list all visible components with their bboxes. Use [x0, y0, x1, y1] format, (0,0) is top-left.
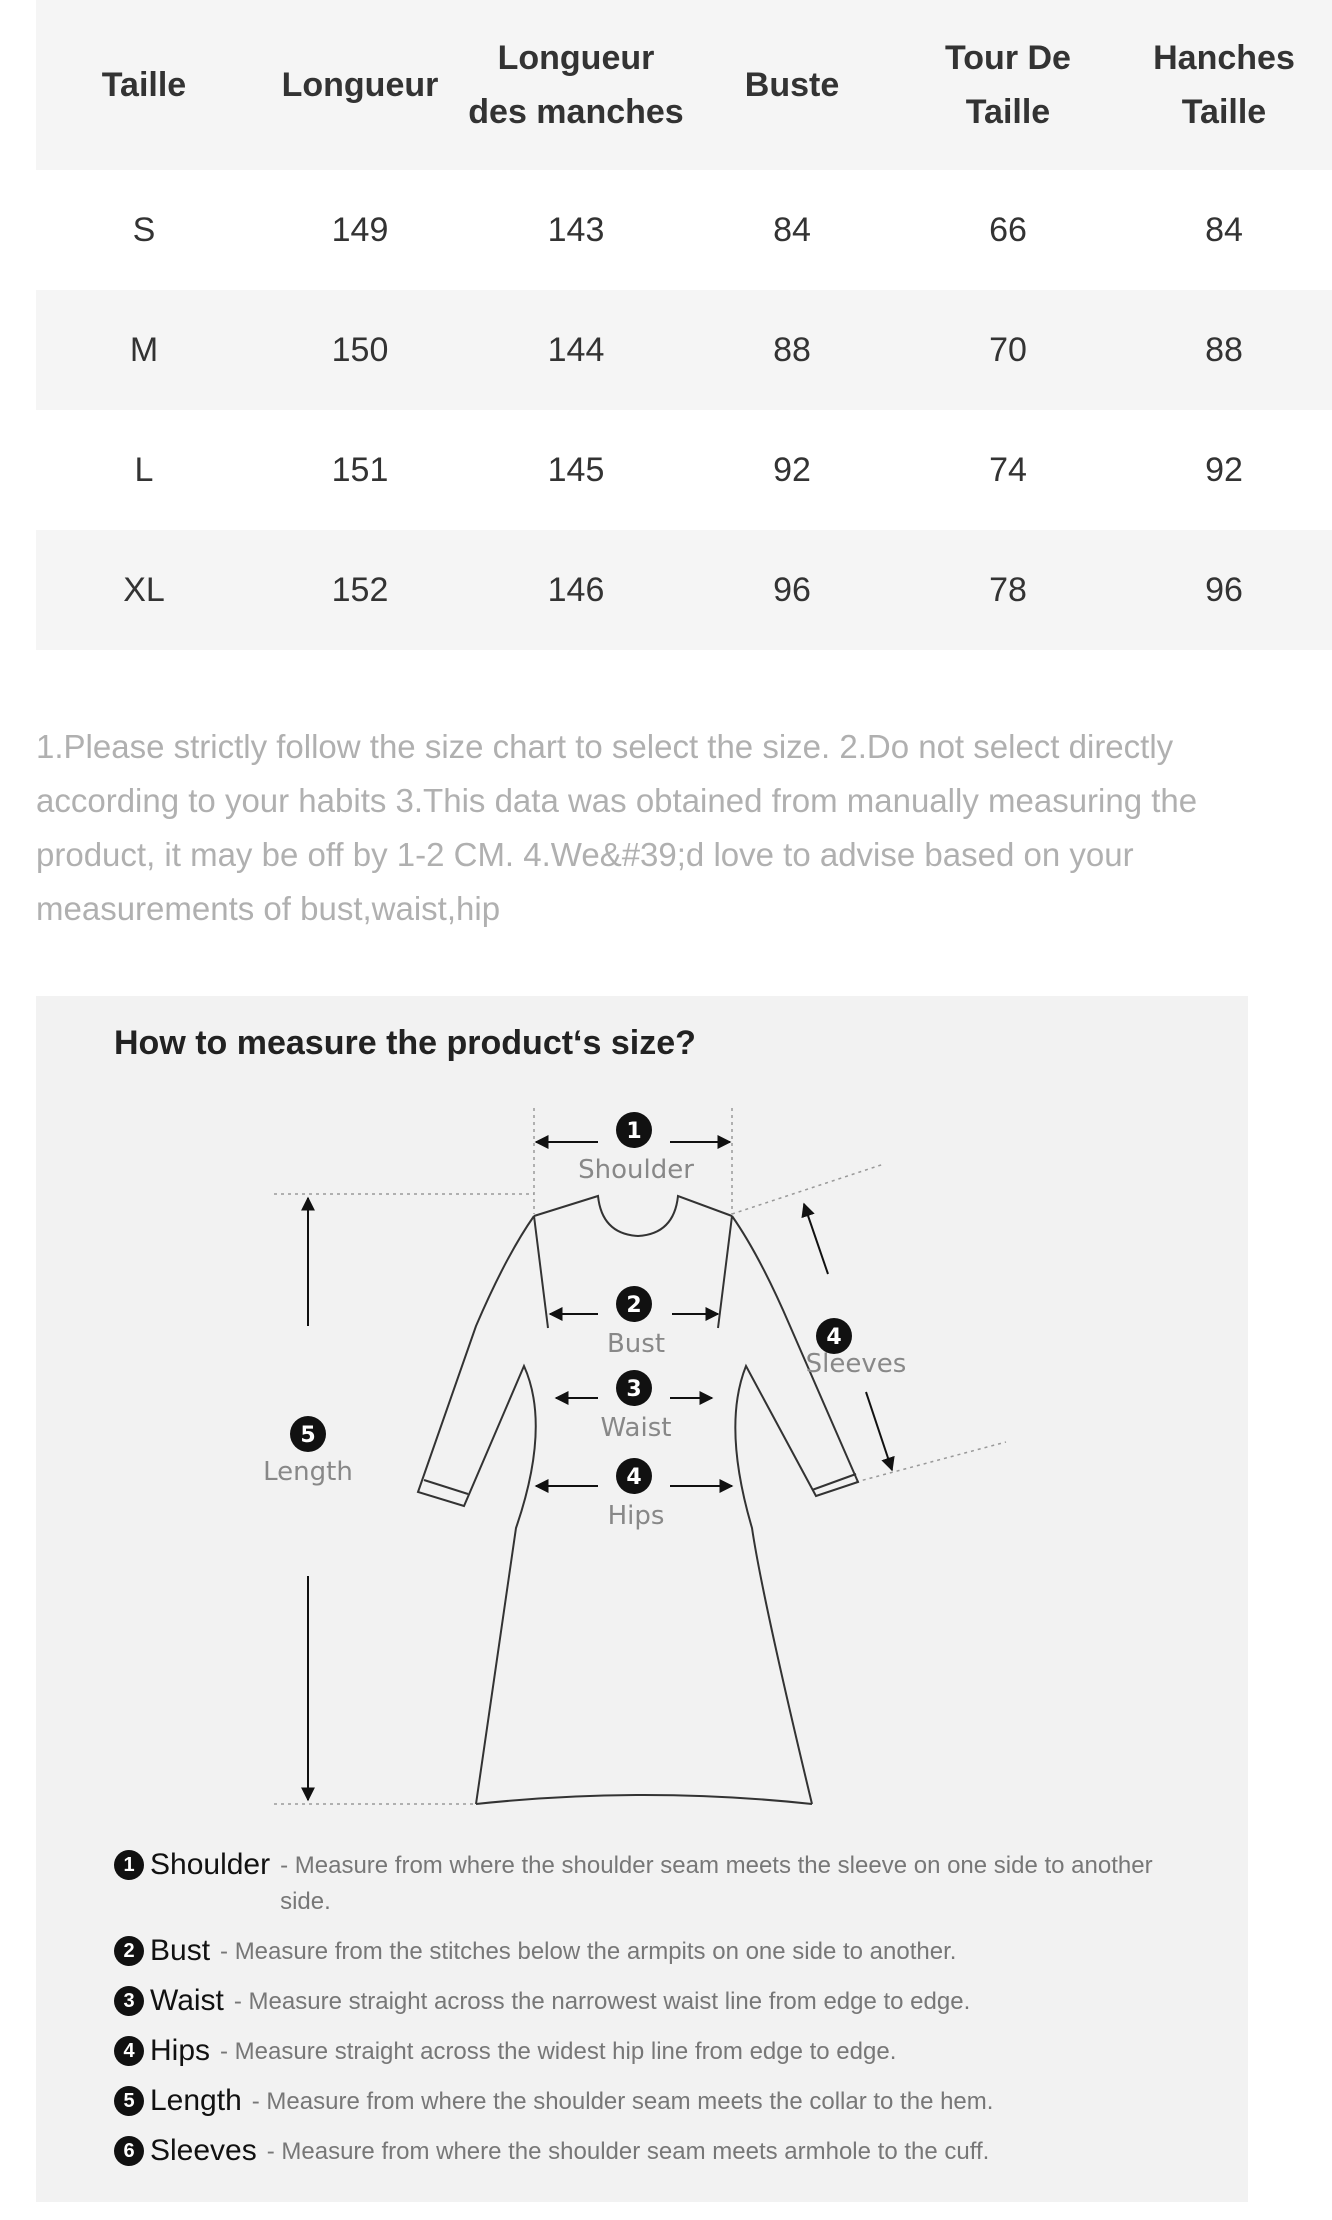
cell-bust: 84	[773, 210, 811, 249]
header-bust: Buste	[744, 66, 840, 104]
num-badge: 2	[114, 1936, 144, 1966]
size-note: 1.Please strictly follow the size chart to select the size. 2.Do not select directly according to your habits 3.This data was obtained from manually measuring the product, it may be off by 1-2 CM. 4.We&#39;d love to advise based on your measurements of bust,waist,hip	[36, 728, 1198, 927]
diagram-labels	[263, 1155, 906, 1531]
label-hips: Hips	[607, 1501, 665, 1531]
def-term: Shoulder	[150, 1848, 271, 1881]
cell-size: S	[132, 210, 156, 249]
header-size: Taille	[101, 66, 187, 104]
cell-length: 152	[331, 570, 389, 609]
label-waist: Waist	[600, 1413, 672, 1443]
cell-waist: 66	[989, 210, 1027, 249]
cell-size: M	[129, 330, 159, 369]
table-row	[36, 410, 1332, 530]
cell-bust: 92	[773, 450, 811, 489]
list-item	[114, 2034, 1194, 2070]
measure-arrows	[308, 1142, 892, 1800]
cell-waist: 74	[989, 450, 1027, 489]
def-text: - Measure from the stitches below the armpits on one side to another.	[220, 1938, 957, 1965]
def-text: - Measure from where the shoulder seam meets armhole to the cuff.	[266, 2138, 990, 2165]
cell-waist: 70	[989, 330, 1027, 369]
badge-waist-num: 3	[626, 1377, 642, 1402]
label-shoulder: Shoulder	[578, 1155, 694, 1185]
guide-lines	[274, 1108, 1006, 1804]
table-row	[36, 290, 1332, 410]
cell-size: L	[134, 450, 154, 489]
table-row	[36, 530, 1332, 650]
measure-guide	[36, 996, 1248, 2202]
def-term: Length	[150, 2084, 242, 2117]
header-length: Longueur	[281, 66, 439, 104]
cell-sleeve-length: 145	[547, 450, 605, 489]
list-item	[114, 1984, 1194, 2020]
badge-bust-num: 2	[626, 1293, 642, 1318]
label-bust: Bust	[606, 1329, 666, 1359]
cell-waist: 78	[989, 570, 1027, 609]
dress-diagram	[36, 996, 1248, 1996]
badge-shoulder-num: 1	[626, 1119, 642, 1144]
cell-hips: 92	[1205, 450, 1243, 489]
cell-hips: 96	[1205, 570, 1243, 609]
cell-size: XL	[123, 570, 165, 609]
cell-hips: 84	[1205, 210, 1243, 249]
list-item	[114, 2134, 1194, 2170]
def-term: Waist	[150, 1984, 224, 2017]
def-text: - Measure straight across the widest hip line from edge to edge.	[220, 2038, 897, 2065]
cell-length: 150	[331, 330, 389, 369]
guide-title: How to measure the product‘s size?	[114, 1024, 696, 1062]
badge-hips-num: 4	[626, 1465, 642, 1490]
badge-sleeves-num: 4	[826, 1325, 842, 1350]
list-item	[114, 1934, 1194, 1970]
size-table-container[interactable]	[36, 0, 1295, 652]
badge-length-num: 5	[300, 1423, 316, 1448]
num-badge: 1	[114, 1850, 144, 1880]
cell-bust: 96	[773, 570, 811, 609]
cell-hips: 88	[1205, 330, 1243, 369]
def-text: - Measure from where the shoulder seam meets the collar to the hem.	[251, 2088, 994, 2115]
diagram-badges	[290, 1112, 852, 1494]
def-term: Bust	[150, 1934, 211, 1967]
header-hips: Hanches Taille	[1153, 39, 1295, 131]
cell-sleeve-length: 143	[547, 210, 605, 249]
header-waist: Tour De Taille	[945, 39, 1071, 131]
list-item	[114, 2084, 1194, 2120]
size-table	[36, 0, 1332, 650]
def-term: Hips	[150, 2034, 211, 2067]
table-header-row	[36, 0, 1332, 170]
cell-length: 149	[331, 210, 389, 249]
num-badge: 3	[114, 1986, 144, 2016]
num-badge: 6	[114, 2136, 144, 2166]
num-badge: 4	[114, 2036, 144, 2066]
label-length: Length	[263, 1457, 353, 1487]
header-sleeve-length: Longueur des manches	[468, 39, 684, 131]
num-badge: 5	[114, 2086, 144, 2116]
definitions-list	[114, 1848, 1194, 2184]
def-text: - Measure from where the shoulder seam meets the sleeve on one side to another side.	[280, 1852, 1153, 1915]
def-text: - Measure straight across the narrowest waist line from edge to edge.	[233, 1988, 971, 2015]
list-item	[114, 1848, 1194, 1920]
table-row	[36, 170, 1332, 290]
cell-bust: 88	[773, 330, 811, 369]
label-sleeves: Sleeves	[805, 1349, 907, 1379]
cell-length: 151	[331, 450, 389, 489]
cell-sleeve-length: 144	[547, 330, 605, 369]
cell-sleeve-length: 146	[547, 570, 605, 609]
def-term: Sleeves	[150, 2134, 257, 2167]
